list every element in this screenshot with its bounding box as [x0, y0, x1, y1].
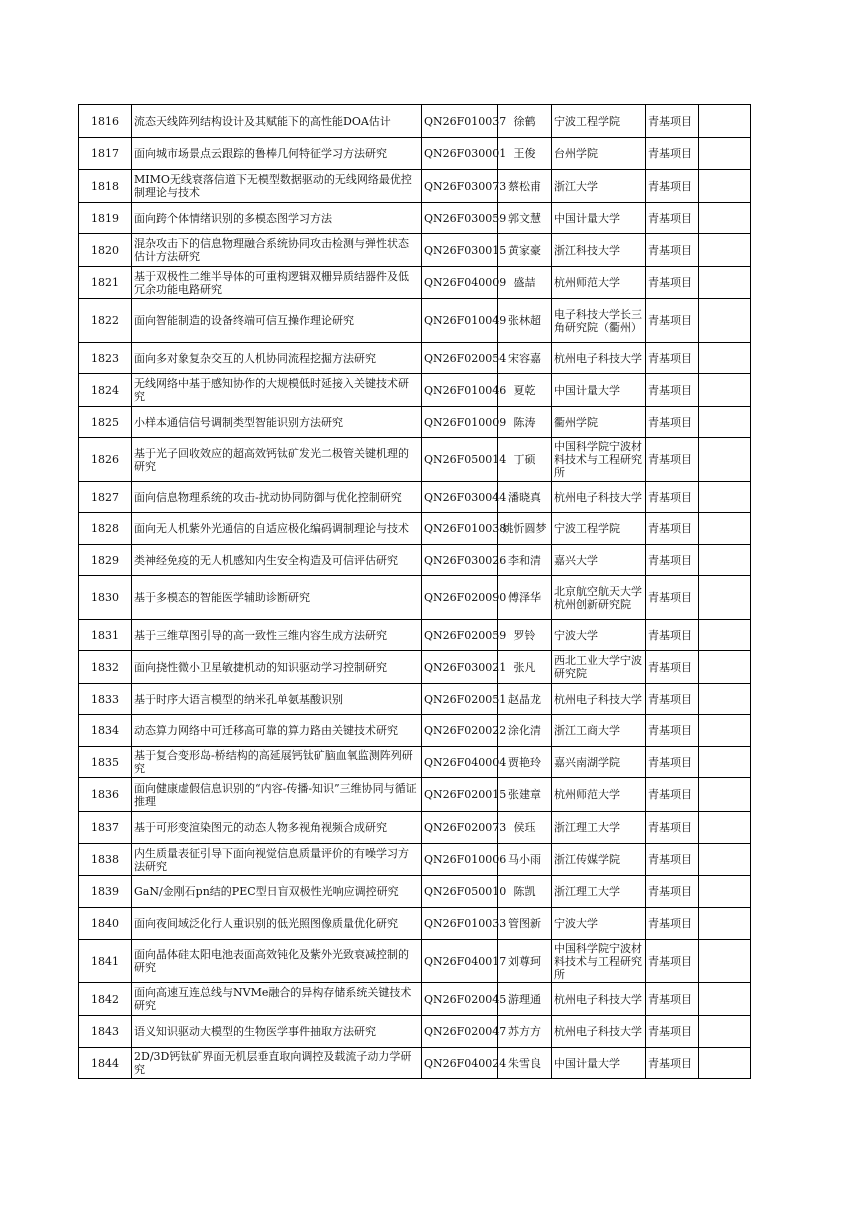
row-number: 1843 — [79, 1016, 132, 1048]
project-title: 面向无人机紫外光通信的自适应极化编码调制理论与技术 — [132, 513, 422, 545]
project-type: 青基项目 — [646, 876, 699, 908]
table-row — [79, 267, 751, 299]
row-number: 1825 — [79, 407, 132, 438]
applicant-name: 李和清 — [498, 545, 552, 576]
project-code: QN26F020022 — [422, 715, 498, 747]
table-row — [79, 138, 751, 170]
applicant-name: 侯珏 — [498, 812, 552, 844]
project-code: QN26F030001 — [422, 138, 498, 170]
project-code: QN26F030015 — [422, 234, 498, 267]
applicant-name: 张建章 — [498, 778, 552, 812]
empty-cell — [699, 170, 751, 203]
project-type: 青基项目 — [646, 267, 699, 299]
empty-cell — [699, 374, 751, 407]
row-number: 1822 — [79, 299, 132, 343]
empty-cell — [699, 778, 751, 812]
empty-cell — [699, 513, 751, 545]
applicant-name: 丁硕 — [498, 438, 552, 482]
table-row — [79, 438, 751, 482]
row-number: 1834 — [79, 715, 132, 747]
project-table — [78, 104, 751, 1079]
project-title: 面向夜间域泛化行人重识别的低光照图像质量优化研究 — [132, 908, 422, 940]
project-type: 青基项目 — [646, 545, 699, 576]
table-row — [79, 651, 751, 684]
table-row — [79, 908, 751, 940]
project-title: 2D/3D钙钛矿界面无机层垂直取向调控及载流子动力学研究 — [132, 1048, 422, 1079]
project-title: 基于复合变形岛-桥结构的高延展钙钛矿脑血氧监测阵列研究 — [132, 747, 422, 778]
institution: 浙江理工大学 — [552, 876, 646, 908]
applicant-name: 黄家豪 — [498, 234, 552, 267]
row-number: 1819 — [79, 203, 132, 234]
institution: 中国计量大学 — [552, 1048, 646, 1079]
empty-cell — [699, 343, 751, 374]
institution: 嘉兴大学 — [552, 545, 646, 576]
applicant-name: 王俊 — [498, 138, 552, 170]
row-number: 1828 — [79, 513, 132, 545]
empty-cell — [699, 983, 751, 1016]
row-number: 1830 — [79, 576, 132, 620]
table-row — [79, 513, 751, 545]
institution: 浙江传媒学院 — [552, 844, 646, 876]
empty-cell — [699, 684, 751, 715]
project-type: 青基项目 — [646, 105, 699, 138]
project-type: 青基项目 — [646, 908, 699, 940]
table-row — [79, 234, 751, 267]
applicant-name: 管图新 — [498, 908, 552, 940]
project-type: 青基项目 — [646, 482, 699, 513]
project-title: 内生质量表征引导下面向视觉信息质量评价的有噪学习方法研究 — [132, 844, 422, 876]
project-code: QN26F040024 — [422, 1048, 498, 1079]
project-title: MIMO无线衰落信道下无模型数据驱动的无线网络最优控制理论与技术 — [132, 170, 422, 203]
row-number: 1836 — [79, 778, 132, 812]
project-type: 青基项目 — [646, 576, 699, 620]
project-type: 青基项目 — [646, 983, 699, 1016]
project-code: QN26F020090 — [422, 576, 498, 620]
table-row — [79, 983, 751, 1016]
row-number: 1821 — [79, 267, 132, 299]
project-type: 青基项目 — [646, 513, 699, 545]
empty-cell — [699, 651, 751, 684]
project-code: QN26F030059 — [422, 203, 498, 234]
institution: 宁波工程学院 — [552, 105, 646, 138]
project-title: 类神经免疫的无人机感知内生安全构造及可信评估研究 — [132, 545, 422, 576]
table-row — [79, 715, 751, 747]
project-type: 青基项目 — [646, 343, 699, 374]
institution: 浙江理工大学 — [552, 812, 646, 844]
institution: 杭州电子科技大学 — [552, 1016, 646, 1048]
institution: 中国科学院宁波材料技术与工程研究所 — [552, 940, 646, 983]
table-row — [79, 343, 751, 374]
institution: 宁波大学 — [552, 908, 646, 940]
table-row — [79, 747, 751, 778]
institution: 杭州师范大学 — [552, 267, 646, 299]
project-title: 基于时序大语言模型的纳米孔单氨基酸识别 — [132, 684, 422, 715]
institution: 中国计量大学 — [552, 374, 646, 407]
project-code: QN26F020045 — [422, 983, 498, 1016]
applicant-name: 蔡松甫 — [498, 170, 552, 203]
project-code: QN26F020015 — [422, 778, 498, 812]
project-type: 青基项目 — [646, 170, 699, 203]
table-row — [79, 684, 751, 715]
project-type: 青基项目 — [646, 299, 699, 343]
applicant-name: 刘尊珂 — [498, 940, 552, 983]
project-code: QN26F050014 — [422, 438, 498, 482]
empty-cell — [699, 1048, 751, 1079]
empty-cell — [699, 267, 751, 299]
project-type: 青基项目 — [646, 234, 699, 267]
project-type: 青基项目 — [646, 940, 699, 983]
project-title: 语义知识驱动大模型的生物医学事件抽取方法研究 — [132, 1016, 422, 1048]
project-code: QN26F010049 — [422, 299, 498, 343]
applicant-name: 郭文慧 — [498, 203, 552, 234]
project-code: QN26F010037 — [422, 105, 498, 138]
project-title: 小样本通信信号调制类型智能识别方法研究 — [132, 407, 422, 438]
row-number: 1842 — [79, 983, 132, 1016]
row-number: 1841 — [79, 940, 132, 983]
applicant-name: 张凡 — [498, 651, 552, 684]
table-row — [79, 620, 751, 651]
empty-cell — [699, 576, 751, 620]
row-number: 1835 — [79, 747, 132, 778]
applicant-name: 傅泽华 — [498, 576, 552, 620]
project-type: 青基项目 — [646, 715, 699, 747]
table-row — [79, 778, 751, 812]
table-row — [79, 545, 751, 576]
empty-cell — [699, 876, 751, 908]
table-row — [79, 170, 751, 203]
project-title: 流态天线阵列结构设计及其赋能下的高性能DOA估计 — [132, 105, 422, 138]
project-type: 青基项目 — [646, 651, 699, 684]
institution: 宁波工程学院 — [552, 513, 646, 545]
institution: 中国科学院宁波材料技术与工程研究所 — [552, 438, 646, 482]
row-number: 1833 — [79, 684, 132, 715]
empty-cell — [699, 908, 751, 940]
empty-cell — [699, 299, 751, 343]
institution: 杭州师范大学 — [552, 778, 646, 812]
empty-cell — [699, 545, 751, 576]
applicant-name: 苏方方 — [498, 1016, 552, 1048]
project-type: 青基项目 — [646, 1048, 699, 1079]
applicant-name: 贾艳玲 — [498, 747, 552, 778]
row-number: 1837 — [79, 812, 132, 844]
project-type: 青基项目 — [646, 1016, 699, 1048]
empty-cell — [699, 747, 751, 778]
empty-cell — [699, 715, 751, 747]
institution: 嘉兴南湖学院 — [552, 747, 646, 778]
project-type: 青基项目 — [646, 374, 699, 407]
project-type: 青基项目 — [646, 778, 699, 812]
table-row — [79, 299, 751, 343]
table-row — [79, 1016, 751, 1048]
applicant-name: 夏乾 — [498, 374, 552, 407]
row-number: 1826 — [79, 438, 132, 482]
row-number: 1816 — [79, 105, 132, 138]
institution: 台州学院 — [552, 138, 646, 170]
row-number: 1817 — [79, 138, 132, 170]
project-code: QN26F010046 — [422, 374, 498, 407]
project-type: 青基项目 — [646, 812, 699, 844]
institution: 西北工业大学宁波研究院 — [552, 651, 646, 684]
applicant-name: 姚忻圆梦 — [498, 513, 552, 545]
row-number: 1824 — [79, 374, 132, 407]
project-title: 面向挠性微小卫星敏捷机动的知识驱动学习控制研究 — [132, 651, 422, 684]
table-row — [79, 940, 751, 983]
empty-cell — [699, 138, 751, 170]
table-row — [79, 374, 751, 407]
project-type: 青基项目 — [646, 620, 699, 651]
institution: 电子科技大学长三角研究院（衢州） — [552, 299, 646, 343]
table-row — [79, 105, 751, 138]
institution: 杭州电子科技大学 — [552, 482, 646, 513]
applicant-name: 游理通 — [498, 983, 552, 1016]
row-number: 1831 — [79, 620, 132, 651]
project-code: QN26F040017 — [422, 940, 498, 983]
empty-cell — [699, 812, 751, 844]
project-type: 青基项目 — [646, 684, 699, 715]
project-code: QN26F040009 — [422, 267, 498, 299]
applicant-name: 宋容嘉 — [498, 343, 552, 374]
empty-cell — [699, 482, 751, 513]
row-number: 1832 — [79, 651, 132, 684]
row-number: 1839 — [79, 876, 132, 908]
empty-cell — [699, 1016, 751, 1048]
applicant-name: 陈凯 — [498, 876, 552, 908]
applicant-name: 张林超 — [498, 299, 552, 343]
row-number: 1827 — [79, 482, 132, 513]
institution: 中国计量大学 — [552, 203, 646, 234]
empty-cell — [699, 407, 751, 438]
empty-cell — [699, 105, 751, 138]
applicant-name: 潘晓真 — [498, 482, 552, 513]
table-row — [79, 576, 751, 620]
project-title: 基于双极性二维半导体的可重构逻辑双栅异质结器件及低冗余功能电路研究 — [132, 267, 422, 299]
institution: 北京航空航天大学杭州创新研究院 — [552, 576, 646, 620]
applicant-name: 徐鹤 — [498, 105, 552, 138]
project-code: QN26F010033 — [422, 908, 498, 940]
project-title: 基于三维草图引导的高一致性三维内容生成方法研究 — [132, 620, 422, 651]
project-title: 面向高速互连总线与NVMe融合的异构存储系统关键技术研究 — [132, 983, 422, 1016]
institution: 宁波大学 — [552, 620, 646, 651]
project-code: QN26F020073 — [422, 812, 498, 844]
project-type: 青基项目 — [646, 138, 699, 170]
project-title: 面向城市场景点云跟踪的鲁棒几何特征学习方法研究 — [132, 138, 422, 170]
applicant-name: 盛喆 — [498, 267, 552, 299]
project-type: 青基项目 — [646, 438, 699, 482]
project-type: 青基项目 — [646, 407, 699, 438]
table-row — [79, 812, 751, 844]
institution: 衢州学院 — [552, 407, 646, 438]
empty-cell — [699, 844, 751, 876]
table-row — [79, 482, 751, 513]
project-title: 基于多模态的智能医学辅助诊断研究 — [132, 576, 422, 620]
row-number: 1829 — [79, 545, 132, 576]
project-title: 动态算力网络中可迁移高可靠的算力路由关键技术研究 — [132, 715, 422, 747]
applicant-name: 罗铃 — [498, 620, 552, 651]
table-row — [79, 1048, 751, 1079]
institution: 杭州电子科技大学 — [552, 343, 646, 374]
applicant-name: 赵晶龙 — [498, 684, 552, 715]
project-title: 混杂攻击下的信息物理融合系统协同攻击检测与弹性状态估计方法研究 — [132, 234, 422, 267]
row-number: 1823 — [79, 343, 132, 374]
project-title: 面向信息物理系统的攻击-扰动协同防御与优化控制研究 — [132, 482, 422, 513]
empty-cell — [699, 234, 751, 267]
project-title: GaN/金刚石pn结的PEC型日盲双极性光响应调控研究 — [132, 876, 422, 908]
project-title: 无线网络中基于感知协作的大规模低时延接入关键技术研究 — [132, 374, 422, 407]
project-code: QN26F010038 — [422, 513, 498, 545]
institution: 浙江科技大学 — [552, 234, 646, 267]
project-code: QN26F020054 — [422, 343, 498, 374]
project-code: QN26F030026 — [422, 545, 498, 576]
project-title: 面向智能制造的设备终端可信互操作理论研究 — [132, 299, 422, 343]
project-code: QN26F020059 — [422, 620, 498, 651]
project-code: QN26F030073 — [422, 170, 498, 203]
project-type: 青基项目 — [646, 747, 699, 778]
project-title: 基于光子回收效应的超高效钙钛矿发光二极管关键机理的研究 — [132, 438, 422, 482]
row-number: 1840 — [79, 908, 132, 940]
project-code: QN26F050010 — [422, 876, 498, 908]
project-code: QN26F010006 — [422, 844, 498, 876]
table-row — [79, 876, 751, 908]
institution: 杭州电子科技大学 — [552, 684, 646, 715]
empty-cell — [699, 620, 751, 651]
applicant-name: 涂化清 — [498, 715, 552, 747]
project-title: 面向晶体硅太阳电池表面高效钝化及紫外光致衰减控制的研究 — [132, 940, 422, 983]
row-number: 1818 — [79, 170, 132, 203]
project-code: QN26F030044 — [422, 482, 498, 513]
project-title: 基于可形变渲染图元的动态人物多视角视频合成研究 — [132, 812, 422, 844]
applicant-name: 陈涛 — [498, 407, 552, 438]
empty-cell — [699, 203, 751, 234]
project-type: 青基项目 — [646, 203, 699, 234]
project-title: 面向跨个体情绪识别的多模态图学习方法 — [132, 203, 422, 234]
project-code: QN26F030021 — [422, 651, 498, 684]
project-title: 面向多对象复杂交互的人机协同流程挖掘方法研究 — [132, 343, 422, 374]
project-title: 面向健康虚假信息识别的“内容-传播-知识”三维协同与循证推理 — [132, 778, 422, 812]
applicant-name: 马小雨 — [498, 844, 552, 876]
empty-cell — [699, 438, 751, 482]
project-code: QN26F010009 — [422, 407, 498, 438]
applicant-name: 朱雪良 — [498, 1048, 552, 1079]
project-code: QN26F020047 — [422, 1016, 498, 1048]
empty-cell — [699, 940, 751, 983]
row-number: 1820 — [79, 234, 132, 267]
project-type: 青基项目 — [646, 844, 699, 876]
project-code: QN26F020051 — [422, 684, 498, 715]
row-number: 1844 — [79, 1048, 132, 1079]
institution: 浙江大学 — [552, 170, 646, 203]
institution: 浙江工商大学 — [552, 715, 646, 747]
table-body — [79, 105, 751, 1079]
table-row — [79, 407, 751, 438]
row-number: 1838 — [79, 844, 132, 876]
project-code: QN26F040004 — [422, 747, 498, 778]
table-row — [79, 844, 751, 876]
institution: 杭州电子科技大学 — [552, 983, 646, 1016]
table-row — [79, 203, 751, 234]
